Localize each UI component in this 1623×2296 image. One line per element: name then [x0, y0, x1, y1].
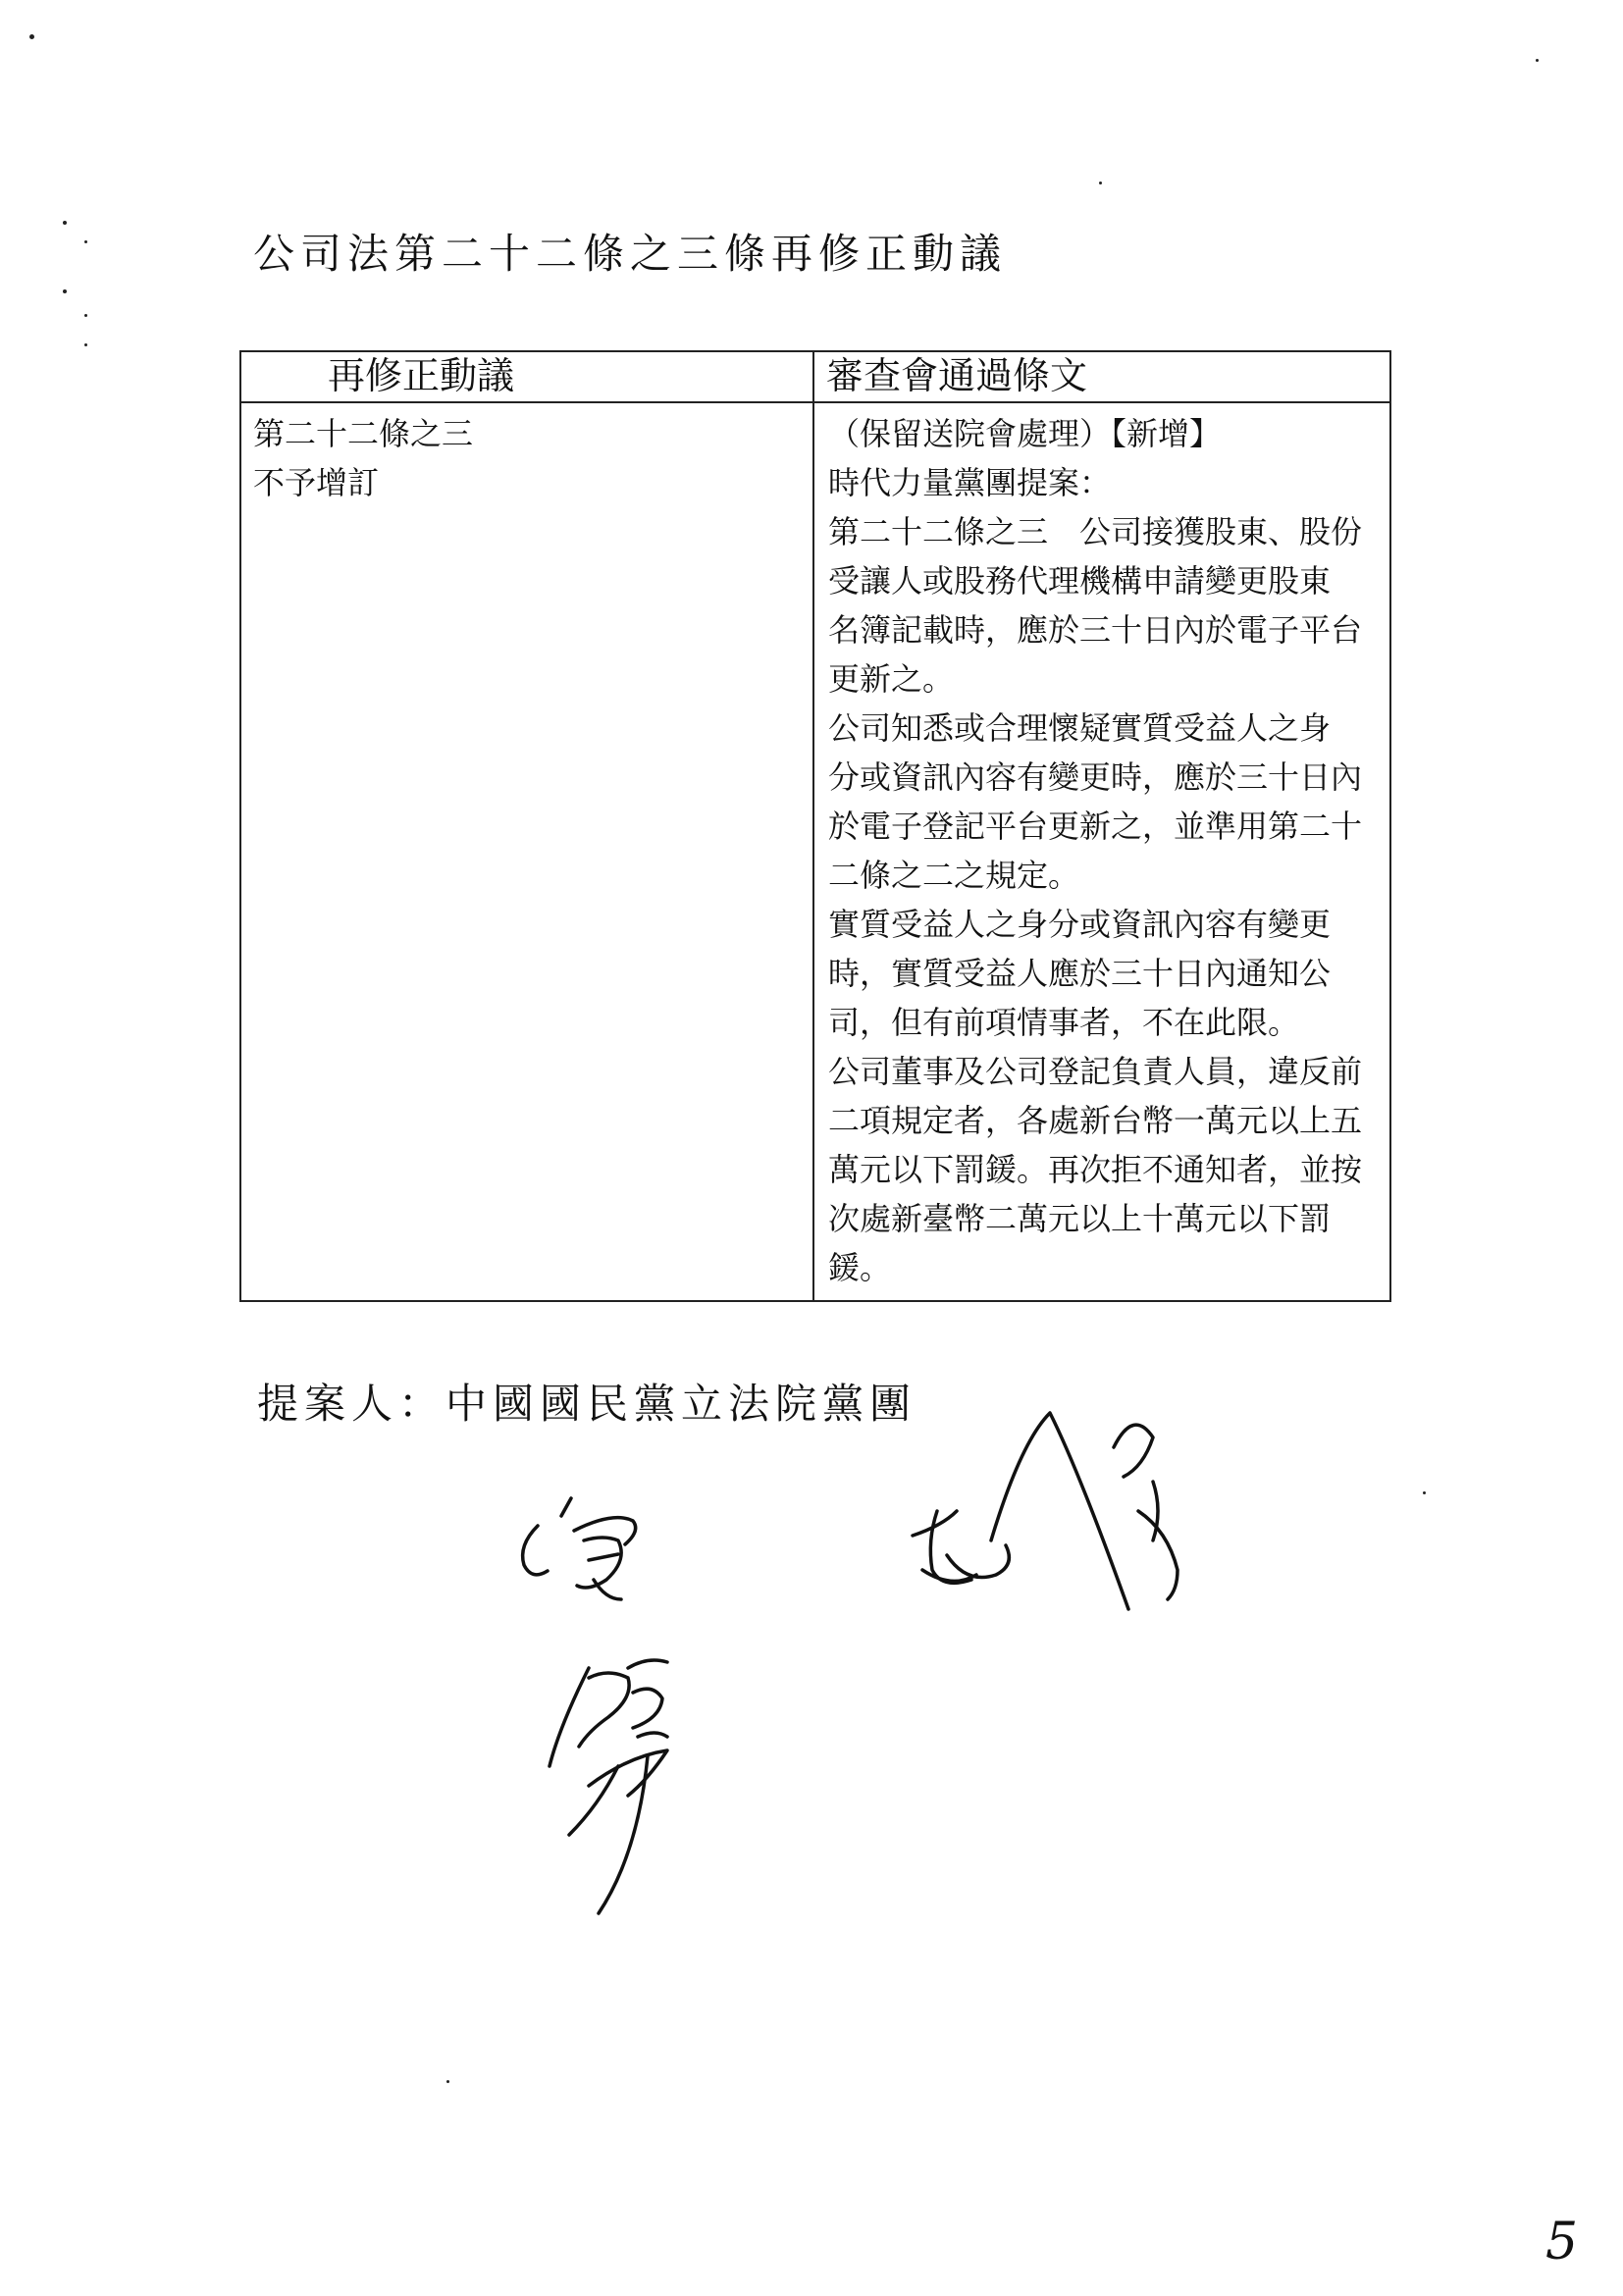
scan-speck — [1423, 1491, 1426, 1494]
signature-right — [913, 1413, 1178, 1609]
scan-speck — [63, 289, 67, 293]
committee-text-cell — [813, 402, 1390, 1301]
text-line: 公司董事及公司登記負責人員，違反前 — [828, 1053, 1363, 1090]
table-header-row — [240, 351, 1390, 402]
scan-speck — [63, 221, 67, 225]
scan-speck — [29, 34, 34, 39]
scan-speck — [84, 240, 87, 243]
text-line: 司，但有前項情事者，不在此限。 — [828, 1004, 1300, 1041]
text-line: 分或資訊內容有變更時，應於三十日內 — [828, 758, 1363, 796]
text-line: （保留送院會處理）【新增】 — [828, 415, 1222, 452]
text-line: 第二十二條之三 公司接獲股東、股份 — [828, 513, 1363, 550]
article-number: 第二十二條之三 — [253, 415, 474, 452]
text-line: 實質受益人之身分或資訊內容有變更 — [828, 906, 1332, 943]
header-committee-approved-text: 審查會通過條文 — [813, 351, 1390, 402]
text-line: 萬元以下罰鍰。再次拒不通知者，並按 — [828, 1151, 1363, 1188]
document-title: 公司法第二十二條之三條再修正動議 — [253, 230, 1008, 278]
motion-comparison-table — [239, 350, 1391, 1302]
text-line: 受讓人或股務代理機構申請變更股東 — [828, 562, 1332, 600]
proposer-line: 提案人：中國國民黨立法院黨團 — [257, 1380, 917, 1428]
scan-speck — [1099, 182, 1102, 184]
text-line: 於電子登記平台更新之，並準用第二十 — [828, 808, 1363, 845]
text-line: 二條之二之規定。 — [828, 857, 1080, 894]
scan-speck — [84, 343, 87, 346]
signature-left-bottom — [550, 1660, 667, 1913]
text-line: 時，實質受益人應於三十日內通知公 — [828, 955, 1332, 992]
revised-motion-cell — [240, 402, 813, 1301]
scan-speck — [1536, 59, 1539, 62]
text-line: 更新之。 — [828, 660, 955, 698]
scan-speck — [84, 314, 87, 317]
motion-decision: 不予增訂 — [253, 464, 380, 501]
text-line: 二項規定者，各處新台幣一萬元以上五 — [828, 1102, 1363, 1139]
header-revised-motion: 再修正動議 — [240, 351, 813, 402]
scan-speck — [446, 2080, 449, 2083]
signature-left-top — [523, 1498, 636, 1599]
text-line: 次處新臺幣二萬元以上十萬元以下罰 — [828, 1200, 1332, 1237]
text-line: 鍰。 — [828, 1249, 892, 1286]
text-line: 時代力量黨團提案： — [828, 464, 1112, 501]
table-row — [240, 402, 1390, 1301]
text-line: 名簿記載時，應於三十日內於電子平台 — [828, 611, 1363, 649]
page-number: 5 — [1545, 2213, 1579, 2271]
text-line: 公司知悉或合理懷疑實質受益人之身 — [828, 709, 1332, 747]
